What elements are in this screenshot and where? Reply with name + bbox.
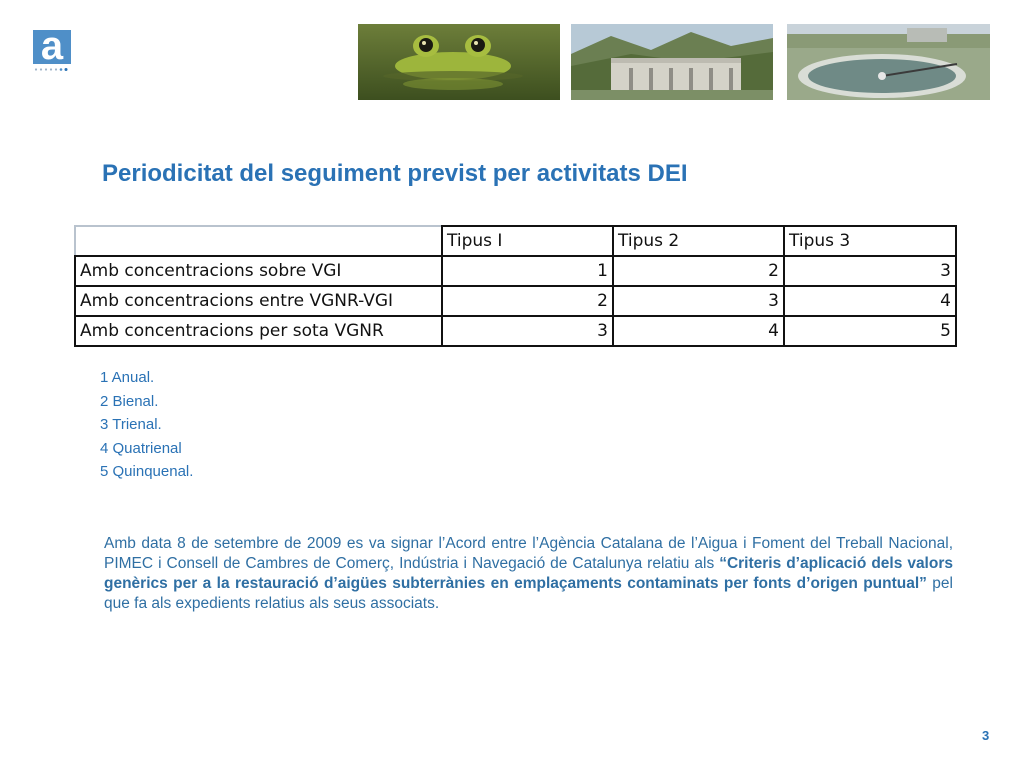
agency-logo xyxy=(33,24,71,74)
table-cell: 5 xyxy=(784,316,956,346)
legend-item: 4 Quatrienal xyxy=(100,439,182,457)
page-number: 3 xyxy=(982,728,990,743)
photo-dam xyxy=(571,24,773,100)
table-row xyxy=(75,256,956,286)
table-row xyxy=(75,316,956,346)
table-cell: 2 xyxy=(442,286,613,316)
paragraph-emphasis: “Criteris d’aplicació dels valors genèrics per a la restauració d’aigües subterrànies en emplaçaments contaminats per fonts d’origen puntual” xyxy=(104,555,953,592)
table-cell: 3 xyxy=(613,286,784,316)
logo-letter: a xyxy=(40,24,64,68)
monitoring-table xyxy=(74,225,957,347)
agreement-paragraph xyxy=(104,534,953,614)
row-label: Amb concentracions sobre VGI xyxy=(75,256,442,286)
legend-item: 3 Trienal. xyxy=(100,416,162,433)
row-label: Amb concentracions per sota VGNR xyxy=(75,316,442,346)
paragraph-intro: Amb data 8 de setembre de 2009 es va signar l’Acord entre l’Agència Catalana de l’Aigua i Foment del Treball Nacional, PIMEC i Consell de Cambres de Comerç, Indústria i Navegació de Catalunya relatiu als xyxy=(104,535,953,572)
photo-clarifier xyxy=(787,24,990,100)
table-cell: 1 xyxy=(442,256,613,286)
table-header-row xyxy=(75,226,956,256)
header-cell-tipus-1: Tipus I xyxy=(442,226,613,256)
paragraph-outro: pel que fa als expedients relatius als seus associats. xyxy=(104,575,953,612)
legend-item: 2 Bienal. xyxy=(100,392,159,410)
table-cell: 4 xyxy=(613,316,784,346)
row-label: Amb concentracions entre VGNR-VGI xyxy=(75,286,442,316)
header-cell-empty xyxy=(75,226,442,256)
table-cell: 2 xyxy=(613,256,784,286)
photo-frog xyxy=(358,24,560,100)
logo-dots xyxy=(33,67,71,72)
legend-item: 5 Quinquenal. xyxy=(100,463,194,480)
frequency-legend xyxy=(100,366,193,484)
legend-item: 1 Anual. xyxy=(100,369,155,386)
header-cell-tipus-3: Tipus 3 xyxy=(784,226,956,256)
table-row xyxy=(75,286,956,316)
table-cell: 3 xyxy=(442,316,613,346)
table-cell: 4 xyxy=(784,286,956,316)
table-cell: 3 xyxy=(784,256,956,286)
page-title: Periodicitat del seguiment previst per activitats DEI xyxy=(102,160,688,187)
header-cell-tipus-2: Tipus 2 xyxy=(613,226,784,256)
